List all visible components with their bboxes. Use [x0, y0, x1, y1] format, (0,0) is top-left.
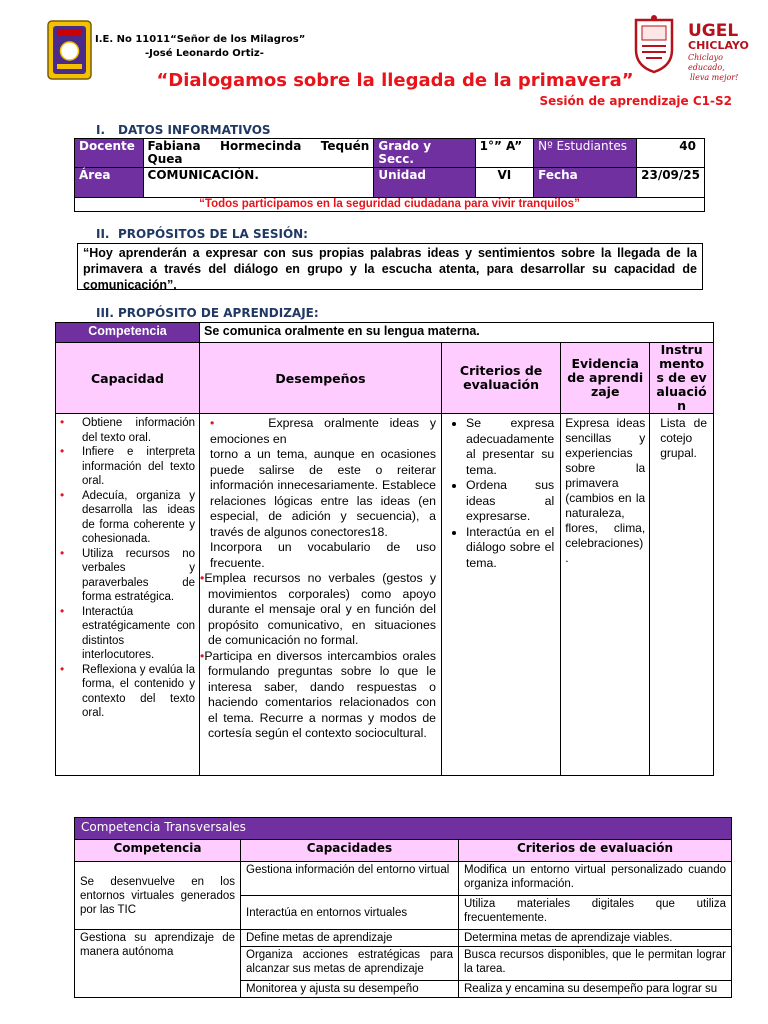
section-2-title: PROPÓSITOS DE LA SESIÓN: [118, 227, 308, 241]
document-title: “Dialogamos sobre la llegada de la primavera” [156, 70, 634, 91]
autonoma-criterio-1: Determina metas de aprendizaje viables. [459, 930, 732, 947]
aprendizaje-table [55, 322, 714, 776]
capacidades-cell [56, 414, 200, 776]
evidencia-text: Expresa ideas sencillas y experiencias sobre la primavera (cambios en la naturaleza, flores, clima, celebraciones) . [565, 416, 646, 565]
header-capacidades: Capacidades [241, 840, 459, 862]
evidencia-cell [561, 414, 650, 776]
header-criterios-evaluacion: Criterios de evaluación [459, 840, 732, 862]
desempeno-3: Participa en diversos intercambios orales formulando preguntas sobre lo que le interesa saber, dando respuestas o haciendo comentarios relacionados con el tema. Recurre a normas y modos de cortesía según el contexto sociocultural. [204, 648, 436, 740]
competencia-value: Se comunica oralmente en su lengua materna. [200, 323, 714, 343]
capacidad-item: • Interactúa estratégicamente con distintos interlocutores. [56, 605, 195, 663]
ugel-emblem [628, 14, 680, 74]
session-purpose-text: “Hoy aprenderán a expresar con sus propias palabras ideas y sentimientos sobre la llegada de la primavera a través del diálogo en grupo y la escucha atenta, para desarrollar su capacidad de comunicación”. [83, 246, 697, 292]
estudiantes-value: 40 [637, 139, 705, 168]
capacidades-list [56, 416, 195, 721]
docente-value: Fabiana Hormecinda Tequén Quea [143, 139, 374, 168]
ugel-slogan-1: Chiclayo educado, [688, 53, 725, 72]
capacidad-item: • Reflexiona y evalúa la forma, el contenido y contexto del texto oral. [56, 663, 195, 721]
area-value: COMUNICACIÓN. [143, 168, 374, 198]
section-3-heading [96, 306, 319, 320]
header-criterios: Criterios de evaluación [442, 343, 561, 414]
desempeno-1a: Expresa oralmente ideas y emociones en [210, 416, 436, 446]
section-1-title: DATOS INFORMATIVOS [118, 123, 271, 137]
school-line-2: -José Leonardo Ortiz- [145, 48, 264, 59]
docente-label: Docente [75, 139, 144, 168]
tic-capacidad-2: Interactúa en entornos virtuales [241, 896, 459, 930]
bullet: • [210, 416, 226, 430]
criterio-item: • Interactúa en el diálogo sobre el tema. [466, 525, 554, 572]
section-1-heading [96, 123, 271, 137]
section-2-number: II. [96, 227, 110, 241]
transversal-heading: Competencia Transversales [75, 818, 732, 840]
criterios-cell [442, 414, 561, 776]
instrumento-cell [650, 414, 714, 776]
criterio-item: • Ordena sus ideas al expresarse. [466, 478, 554, 525]
autonoma-competencia: Gestiona su aprendizaje de manera autónoma [75, 930, 241, 998]
capacidad-item: • Obtiene información del texto oral. [56, 416, 195, 445]
capacidad-item: • Infiere e interpreta información del texto oral. [56, 445, 195, 489]
fecha-value: 23/09/25 [637, 168, 705, 198]
desempeno-2: Emplea recursos no verbales (gestos y movimientos corporales) como apoyo durante el mensaje oral y en función del propósito comunicativo, en situaciones de comunicación no formal. [204, 571, 436, 647]
section-1-number: I. [96, 123, 106, 137]
unidad-label: Unidad [374, 168, 475, 198]
session-purpose-box [77, 243, 703, 290]
section-2-heading [96, 227, 308, 241]
grado-value: 1°” A” [475, 139, 534, 168]
autonoma-capacidad-3: Monitorea y ajusta su desempeño [241, 981, 459, 998]
session-label: Sesión de aprendizaje C1-S2 [539, 94, 732, 108]
bullet: • [200, 571, 205, 585]
datos-informativos-table [74, 138, 705, 212]
ugel-slogan-2: lleva mejor! [690, 73, 739, 82]
ugel-name: UGEL [688, 21, 739, 41]
school-motto: “Todos participamos en la seguridad ciudadana para vivir tranquilos” [75, 198, 705, 212]
tic-criterio-2: Utiliza materiales digitales que utiliza frecuentemente. [459, 896, 732, 930]
autonoma-capacidad-1: Define metas de aprendizaje [241, 930, 459, 947]
bullet: • [200, 648, 205, 663]
header-instrumentos: Instrumentos de evaluación [650, 343, 714, 414]
header-evidencia: Evidencia de aprendizaje [561, 343, 650, 414]
capacidad-item: • Utiliza recursos no verbales y paraverbales de forma estratégica. [56, 547, 195, 605]
criterio-item: • Se expresa adecuadamente al presentar su tema. [466, 416, 554, 478]
area-label: Área [75, 168, 144, 198]
grado-label: Grado y Secc. [374, 139, 475, 168]
section-3-number: III. [96, 306, 114, 320]
desempeno-1b: torno a un tema, aunque en ocasiones puede salirse de este o reiterar información innecesariamente. Establece relaciones lógicas entre las ideas (en especial, de adición y secuencia), a través de algunos conectores18. [210, 447, 436, 539]
header-capacidad: Capacidad [56, 343, 200, 414]
header-competencia: Competencia [75, 840, 241, 862]
ugel-city: CHICLAYO [688, 39, 749, 52]
autonoma-criterio-2: Busca recursos disponibles, que le permitan lograr la tarea. [459, 947, 732, 981]
unidad-value: VI [475, 168, 534, 198]
estudiantes-label: Nº Estudiantes [534, 139, 637, 168]
autonoma-capacidad-2: Organiza acciones estratégicas para alcanzar sus metas de aprendizaje [241, 947, 459, 981]
instrumento-text: Lista de cotejo grupal. [660, 416, 707, 460]
criterios-list [446, 416, 554, 571]
transversal-table [74, 817, 732, 998]
competencia-label: Competencia [56, 323, 200, 343]
school-line-1: I.E. No 11011“Señor de los Milagros” [95, 34, 306, 45]
section-3-title: PROPÓSITO DE APRENDIZAJE: [118, 306, 319, 320]
autonoma-criterio-3: Realiza y encamina su desempeño para lograr su [459, 981, 732, 998]
tic-capacidad-1: Gestiona información del entorno virtual [241, 862, 459, 896]
header-desempenos: Desempeños [200, 343, 442, 414]
fecha-label: Fecha [534, 168, 637, 198]
desempenos-cell [200, 414, 442, 776]
capacidad-item: • Adecuía, organiza y desarrolla las ideas de forma coherente y cohesionada. [56, 489, 195, 547]
tic-criterio-1: Modifica un entorno virtual personalizado cuando organiza información. [459, 862, 732, 896]
tic-competencia: Se desenvuelve en los entornos virtuales generados por las TIC [75, 862, 241, 930]
school-name [95, 33, 305, 61]
desempeno-1c: Incorpora un vocabulario de uso frecuente. [210, 540, 436, 570]
